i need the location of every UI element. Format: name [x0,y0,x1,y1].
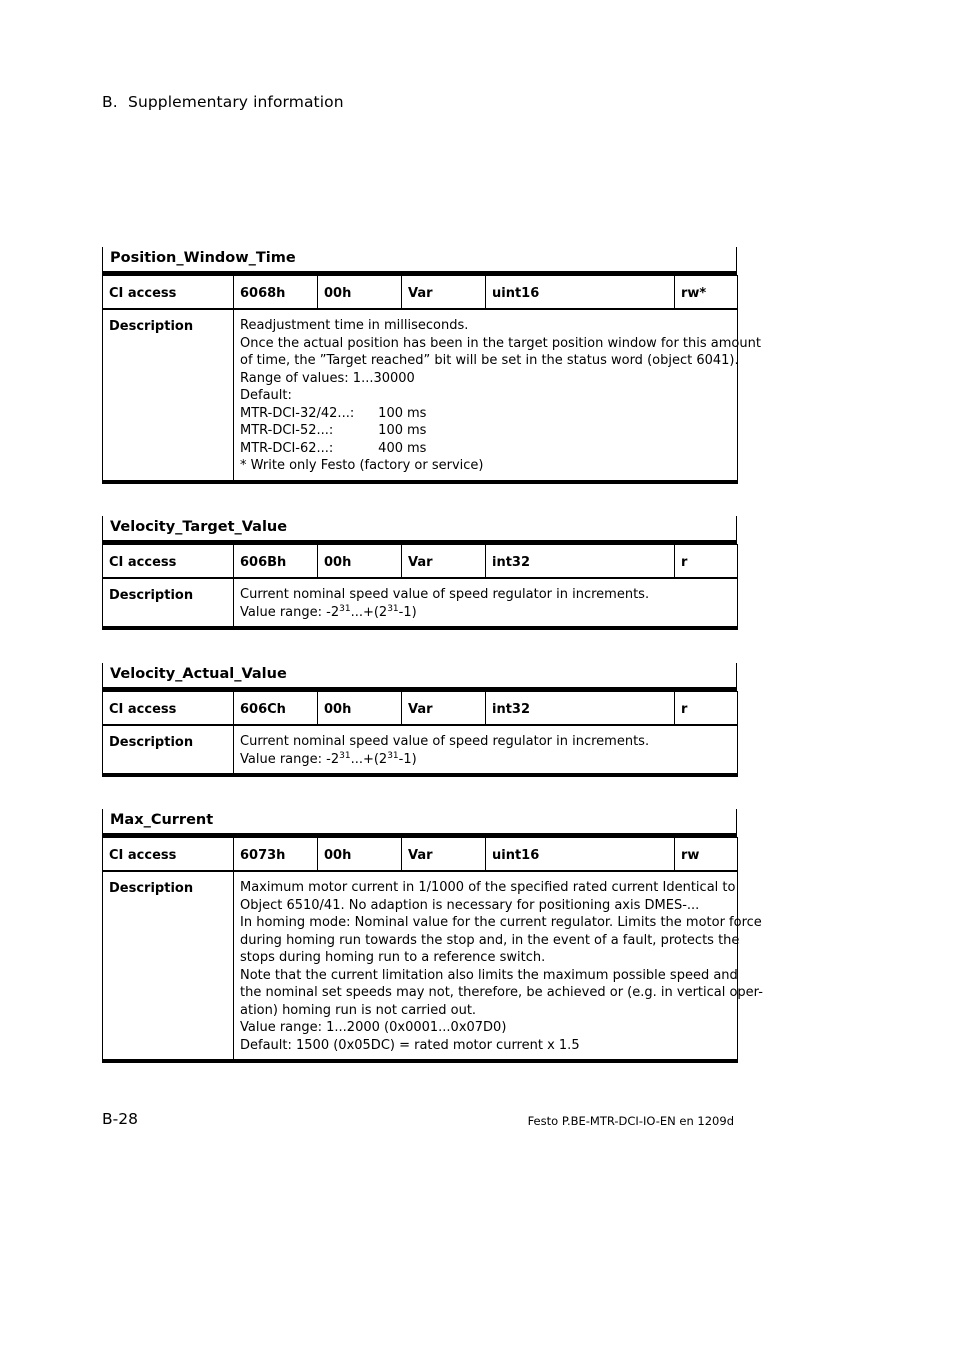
object-table [102,544,738,630]
description-line: stops during homing run to a reference switch. [240,950,546,965]
description-line: Current nominal speed value of speed regulator in increments. [240,587,650,602]
data-type-cell: uint16 [486,838,675,872]
default-unit: ms [407,440,427,456]
default-value: 100 [378,405,403,421]
access-cell: r [675,545,738,579]
chapter-title: Supplementary information [128,93,344,111]
ci-access-label: CI access [103,545,234,579]
object-velocity-target-value [102,516,737,630]
document-id: Festo P.BE-MTR-DCI-IO-EN en 1209d [527,1114,734,1128]
ci-access-label: CI access [103,838,234,872]
description-text [234,725,738,775]
range-prefix: Value range: -2 [240,751,340,767]
subindex-cell: 00h [318,276,402,310]
description-label: Description [103,309,234,482]
default-entry [240,405,731,423]
object-title: Position_Window_Time [102,247,737,275]
description-line: In homing mode: Nominal value for the current regulator. Limits the motor force [240,915,762,930]
object-max-current [102,809,763,1063]
range-suffix: -1) [398,604,417,620]
range-mid: ...+(2 [350,604,388,620]
subindex-cell: 00h [318,545,402,579]
description-row [103,578,738,628]
object-title: Velocity_Actual_Value [102,663,737,691]
description-line: of time, the ”Target reached” bit will be set in the status word (object 6041). [240,353,739,368]
description-line: Note that the current limitation also limits the maximum possible speed and [240,967,738,983]
ci-access-row [103,692,738,726]
description-line: Range of values: 1...30000 [240,370,415,386]
index-cell: 6073h [234,838,318,872]
description-line: during homing run towards the stop and, in the event of a fault, protects the [240,932,740,948]
range-exponent: 31 [339,603,351,614]
index-cell: 606Ch [234,692,318,726]
description-row [103,871,738,1061]
default-model: MTR-DCI-52...: [240,423,334,438]
object-table [102,691,738,777]
description-line: Object 6510/41. No adaption is necessary for positioning axis DMES-... [240,897,700,913]
object-velocity-actual-value [102,663,737,777]
data-type-cell: int32 [486,692,675,726]
object-type-cell: Var [402,545,486,579]
object-title: Max_Current [102,809,737,837]
value-range-line [240,604,731,622]
description-row [103,309,738,482]
default-model: MTR-DCI-62...: [240,440,334,456]
default-unit: ms [407,423,427,438]
object-position-window-time [102,247,761,484]
range-exponent: 31 [339,750,351,761]
object-title: Velocity_Target_Value [102,516,737,544]
description-line: Maximum motor current in 1/1000 of the specified rated current Identical to [240,880,736,895]
ci-access-row [103,545,738,579]
object-type-cell: Var [402,276,486,310]
description-line: Default: [240,388,292,403]
object-type-cell: Var [402,838,486,872]
subindex-cell: 00h [318,838,402,872]
object-type-cell: Var [402,692,486,726]
access-cell: rw* [675,276,738,310]
default-unit: ms [407,405,427,421]
description-line: Default: 1500 (0x05DC) = rated motor current x 1.5 [240,1037,580,1053]
data-type-cell: uint16 [486,276,675,310]
description-line: ation) homing run is not carried out. [240,1002,477,1018]
ci-access-label: CI access [103,276,234,310]
description-label: Description [103,578,234,628]
default-entry [240,440,731,458]
index-cell: 6068h [234,276,318,310]
data-type-cell: int32 [486,545,675,579]
access-cell: rw [675,838,738,872]
index-cell: 606Bh [234,545,318,579]
description-row [103,725,738,775]
ci-access-row [103,838,738,872]
description-text [234,871,763,1061]
object-table [102,837,763,1063]
range-exponent: 31 [387,750,399,761]
access-cell: r [675,692,738,726]
object-table [102,275,761,484]
page-number: B-28 [102,1110,138,1128]
value-range-line [240,751,731,769]
default-value: 400 [378,440,403,456]
description-line: Readjustment time in milliseconds. [240,318,469,333]
description-line: Current nominal speed value of speed regulator in increments. [240,734,650,749]
description-label: Description [103,871,234,1061]
write-note: * Write only Festo (factory or service) [240,458,484,473]
default-value: 100 [378,423,403,438]
description-text [234,578,738,628]
description-line: the nominal set speeds may not, therefore, be achieved or (e.g. in vertical oper- [240,985,763,1000]
chapter-letter: B. [102,93,118,111]
description-line: Value range: 1...2000 (0x0001...0x07D0) [240,1020,507,1035]
ci-access-label: CI access [103,692,234,726]
range-suffix: -1) [398,751,417,767]
description-line: Once the actual position has been in the target position window for this amount [240,335,761,351]
description-label: Description [103,725,234,775]
default-entry [240,422,731,440]
range-prefix: Value range: -2 [240,604,340,620]
ci-access-row [103,276,738,310]
page-header [102,93,344,111]
range-mid: ...+(2 [350,751,388,767]
default-model: MTR-DCI-32/42...: [240,405,355,421]
subindex-cell: 00h [318,692,402,726]
description-text [234,309,761,482]
range-exponent: 31 [387,603,399,614]
